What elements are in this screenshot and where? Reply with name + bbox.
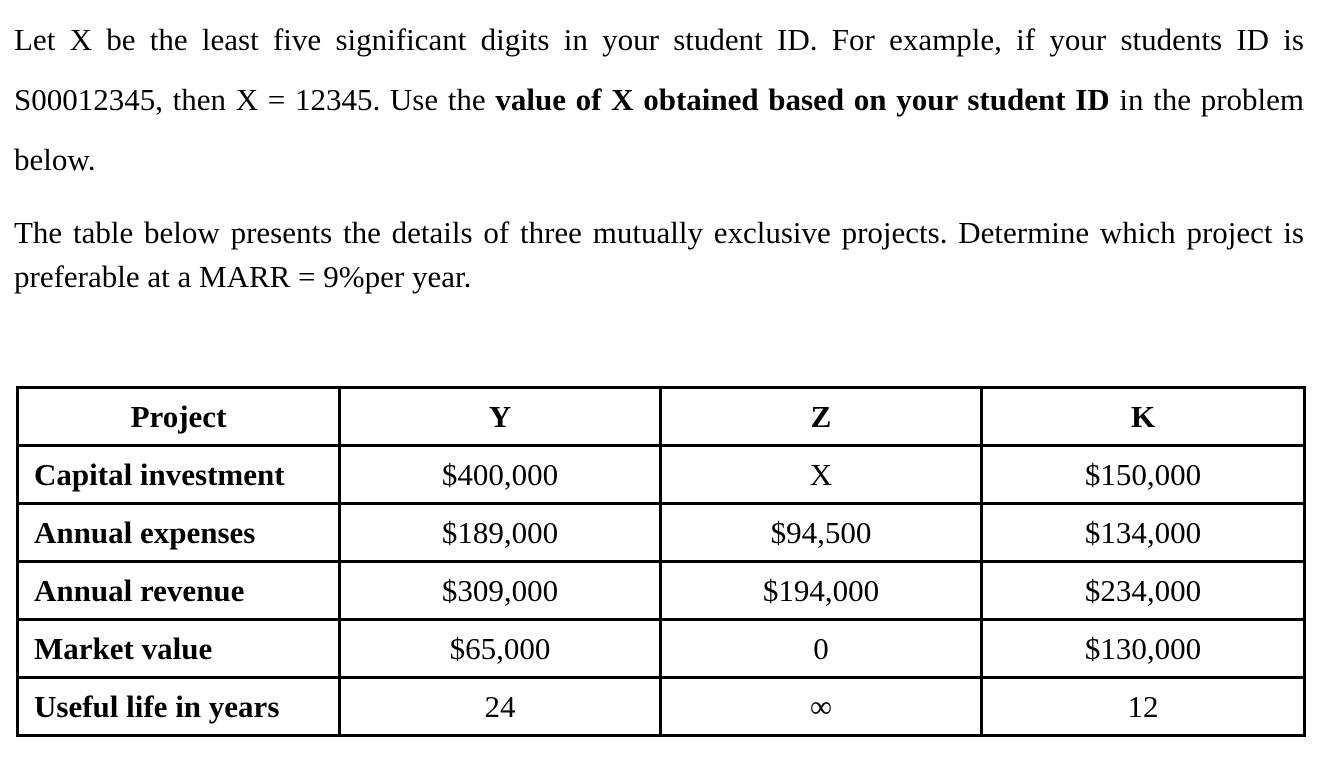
table-cell: ∞ — [661, 678, 982, 736]
instructions-text-2: in the problem below. — [14, 82, 1305, 177]
instructions-paragraph — [14, 10, 1304, 190]
table-cell: $94,500 — [661, 504, 982, 562]
table-row — [18, 678, 1305, 736]
header-project-y: Y — [340, 388, 661, 446]
instructions-bold-text: value of X obtained based on your student ID — [495, 82, 1110, 117]
projects-table — [16, 386, 1306, 737]
table-cell: $65,000 — [340, 620, 661, 678]
table-row — [18, 562, 1305, 620]
table-cell: $150,000 — [982, 446, 1305, 504]
header-project-k: K — [982, 388, 1305, 446]
table-header-row — [18, 388, 1305, 446]
row-label-annual-revenue: Annual revenue — [18, 562, 340, 620]
table-cell: 0 — [661, 620, 982, 678]
table-cell: $309,000 — [340, 562, 661, 620]
table-cell: $189,000 — [340, 504, 661, 562]
problem-text: The table below presents the details of three mutually exclusive projects. Determine which project is preferable at a MARR = 9%per year. — [14, 215, 1304, 294]
table-row — [18, 504, 1305, 562]
header-project: Project — [18, 388, 340, 446]
table-cell: $400,000 — [340, 446, 661, 504]
row-label-capital-investment: Capital investment — [18, 446, 340, 504]
instructions-text-1: Let X be the least five significant digits in your student ID. For example, if your students ID is S00012345, then X = 12345. Use the — [14, 22, 1304, 117]
table-cell: X — [661, 446, 982, 504]
table-cell: $134,000 — [982, 504, 1305, 562]
row-label-useful-life: Useful life in years — [18, 678, 340, 736]
table-cell: $234,000 — [982, 562, 1305, 620]
header-project-z: Z — [661, 388, 982, 446]
row-label-market-value: Market value — [18, 620, 340, 678]
problem-paragraph — [14, 211, 1304, 299]
row-label-annual-expenses: Annual expenses — [18, 504, 340, 562]
table-cell: 24 — [340, 678, 661, 736]
table-cell: $194,000 — [661, 562, 982, 620]
table-cell: $130,000 — [982, 620, 1305, 678]
table-row — [18, 446, 1305, 504]
table-row — [18, 620, 1305, 678]
table-cell: 12 — [982, 678, 1305, 736]
